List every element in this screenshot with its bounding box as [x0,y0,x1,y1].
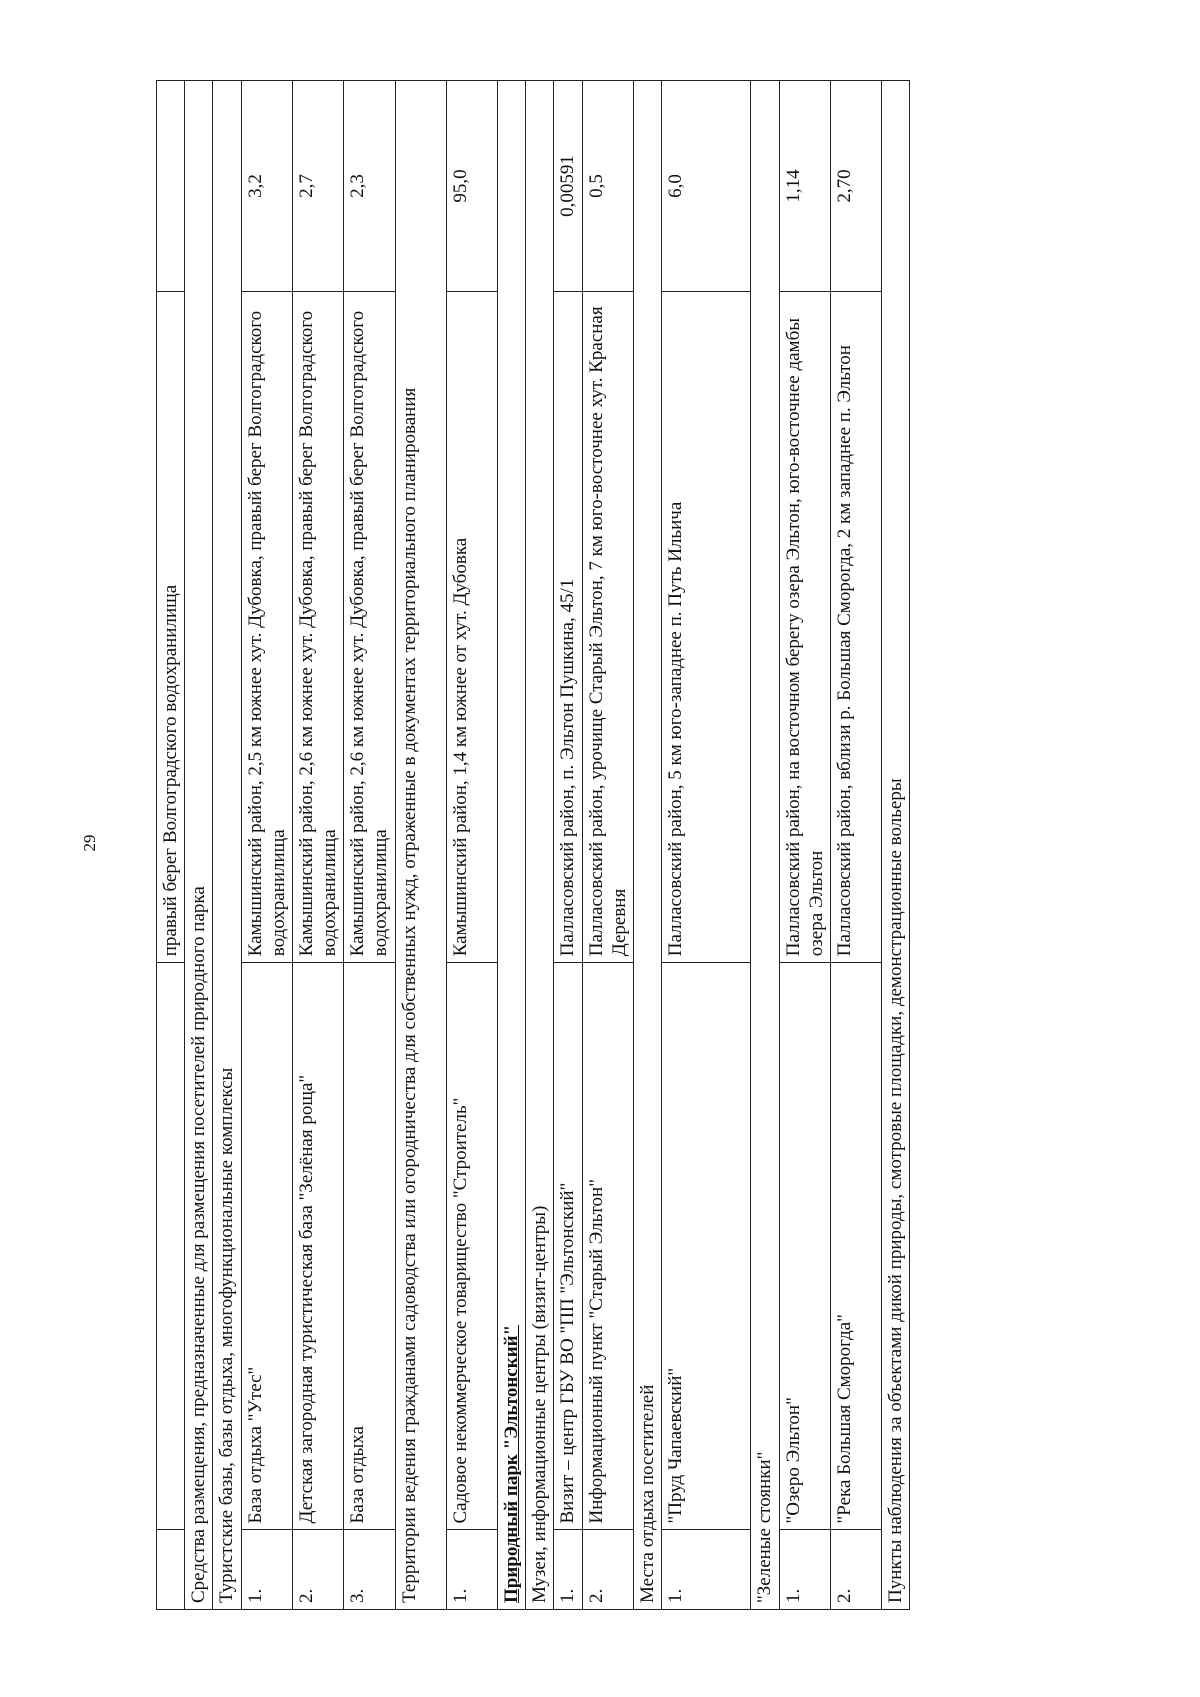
name-cell: Визит – центр ГБУ ВО "ПП "Эльтонский" [553,963,582,1530]
name-cell: "Пруд Чапаевский" [662,963,751,1530]
value-cell: 0,5 [582,81,633,292]
objects-table [156,80,910,1610]
location-cell: Палласовский район, п. Эльтон Пушкина, 45/1 [553,292,582,963]
value-cell: 6,0 [662,81,751,292]
name-cell: Садовое некоммерческое товарищество "Строитель" [446,963,497,1530]
value-cell: 0,00591 [553,81,582,292]
num-cell: 1. [779,1530,830,1610]
name-cell [157,963,185,1530]
section-row [525,81,553,1610]
section-row [213,81,241,1610]
value-cell: 2,7 [292,81,343,292]
section-row [497,81,525,1610]
rotated-table-container [156,80,910,1610]
num-cell: 2. [292,1530,343,1610]
num-cell: 1. [662,1530,751,1610]
value-cell: 1,14 [779,81,830,292]
section-row [751,81,779,1610]
num-cell: 2. [830,1530,881,1610]
section-gardening: Территории ведения гражданами садоводства или огородничества для собственных нужд, отраженные в документах территориального планирования [395,81,446,1610]
num-cell: 3. [344,1530,395,1610]
name-cell: База отдыха "Утес" [241,963,292,1530]
location-cell: Палласовский район, на восточном берегу озера Эльтон, юго-восточнее дамбы озера Эльтон [779,292,830,963]
section-row [395,81,446,1610]
section-rest-places: Места отдыха посетителей [634,81,662,1610]
table-row [553,81,582,1610]
location-cell: Камышинский район, 2,6 км южнее хут. Дубовка, правый берег Волгоградского водохранилища [292,292,343,963]
section-park-title: Природный парк "Эльтонский" [497,81,525,1610]
value-cell: 2,3 [344,81,395,292]
location-cell: Камышинский район, 2,6 км южнее хут. Дубовка, правый берег Волгоградского водохранилища [344,292,395,963]
section-parking: "Зеленые стоянки" [751,81,779,1610]
location-cell: Палласовский район, урочище Старый Эльтон, 7 км юго-восточнее хут. Красная Деревня [582,292,633,963]
section-row [881,81,909,1610]
table-row [344,81,395,1610]
table-row [292,81,343,1610]
table-row [830,81,881,1610]
location-cell: Камышинский район, 1,4 км южнее от хут. Дубовка [446,292,497,963]
value-cell [157,81,185,292]
name-cell: Информационный пункт "Старый Эльтон" [582,963,633,1530]
value-cell: 95,0 [446,81,497,292]
location-cell: правый берег Волгоградского водохранилища [157,292,185,963]
name-cell: База отдыха [344,963,395,1530]
table-row [779,81,830,1610]
num-cell [157,1530,185,1610]
num-cell: 1. [446,1530,497,1610]
table-row [241,81,292,1610]
section-row [185,81,213,1610]
location-cell: Камышинский район, 2,5 км южнее хут. Дубовка, правый берег Волгоградского водохранилища [241,292,292,963]
table-row [582,81,633,1610]
name-cell: "Озеро Эльтон" [779,963,830,1530]
table-row [662,81,751,1610]
section-tourist-bases: Туристские базы, базы отдыха, многофункциональные комплексы [213,81,241,1610]
num-cell: 1. [553,1530,582,1610]
location-cell: Палласовский район, 5 км юго-западнее п. Путь Ильича [662,292,751,963]
table-row [446,81,497,1610]
section-accommodation: Средства размещения, предназначенные для размещения посетителей природного парка [185,81,213,1610]
value-cell: 2,70 [830,81,881,292]
num-cell: 1. [241,1530,292,1610]
section-museums: Музеи, информационные центры (визит-центры) [525,81,553,1610]
section-observation: Пункты наблюдения за объектами дикой природы, смотровые площадки, демонстрационные вольеры [881,81,909,1610]
location-cell: Палласовский район, вблизи р. Большая Сморогда, 2 км западнее п. Эльтон [830,292,881,963]
section-row [634,81,662,1610]
name-cell: Детская загородная туристическая база "Зелёная роща" [292,963,343,1530]
num-cell: 2. [582,1530,633,1610]
name-cell: "Река Большая Сморогда" [830,963,881,1530]
table-row [157,81,185,1610]
page-number: 29 [80,834,99,852]
value-cell: 3,2 [241,81,292,292]
